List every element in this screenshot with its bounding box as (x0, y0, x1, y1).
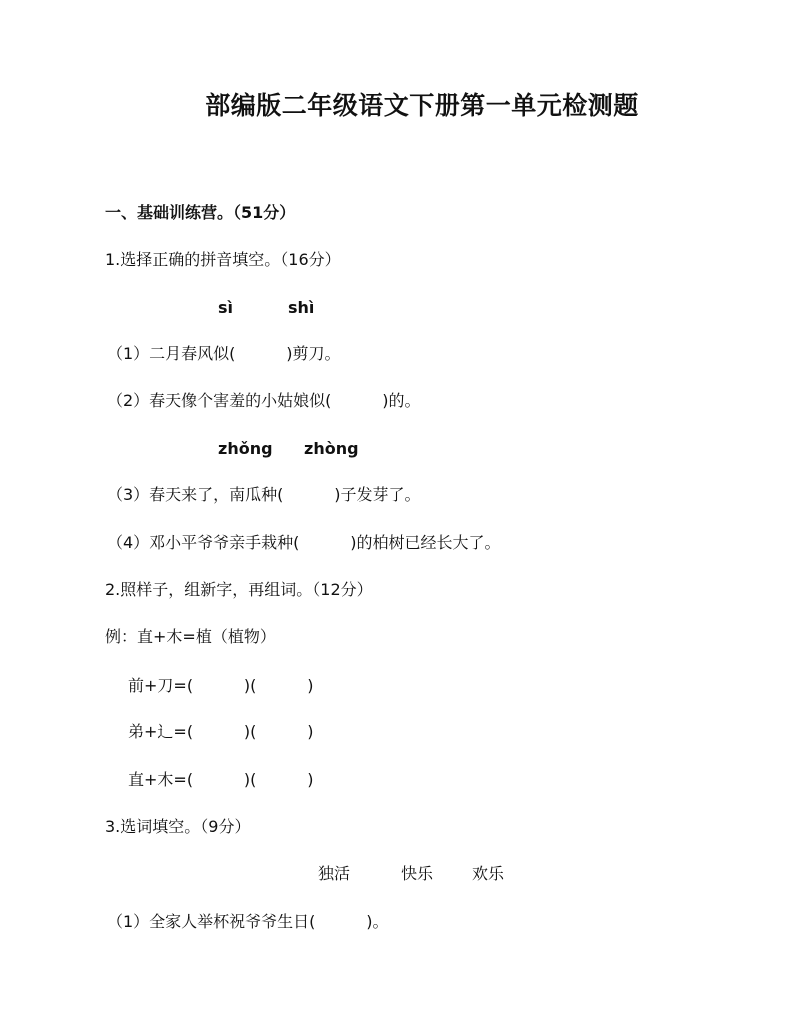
question-item: （1）全家人举杯祝爷爷生日( )。 (107, 912, 389, 931)
question-3-heading: 3.选词填空。（9分） (105, 817, 251, 836)
question-item: （1）二月春风似( )剪刀。 (107, 344, 341, 363)
word-choice: 欢乐 (472, 864, 505, 883)
pinyin-option: shì (288, 298, 315, 317)
compose-item: 直+木=( )( ) (128, 770, 314, 789)
page-title: 部编版二年级语文下册第一单元检测题 (205, 91, 639, 120)
question-item: （4）邓小平爷爷亲手栽种( )的柏树已经长大了。 (107, 533, 501, 552)
question-item: （3）春天来了，南瓜种( )子发芽了。 (107, 485, 421, 504)
question-2-heading: 2.照样子，组新字，再组词。（12分） (105, 580, 373, 599)
example-line: 例：直+木=植（植物） (105, 627, 276, 646)
pinyin-option: sì (218, 298, 234, 317)
question-1-heading: 1.选择正确的拼音填空。（16分） (105, 250, 341, 269)
compose-item: 弟+辶=( )( ) (128, 722, 314, 741)
word-choice: 快乐 (401, 864, 434, 883)
pinyin-option: zhòng (304, 439, 359, 458)
word-choice: 独活 (318, 864, 351, 883)
pinyin-option: zhǒng (218, 439, 273, 458)
section-heading: 一、基础训练营。（51分） (105, 203, 296, 222)
compose-item: 前+刀=( )( ) (128, 676, 314, 695)
question-item: （2）春天像个害羞的小姑娘似( )的。 (107, 391, 421, 410)
